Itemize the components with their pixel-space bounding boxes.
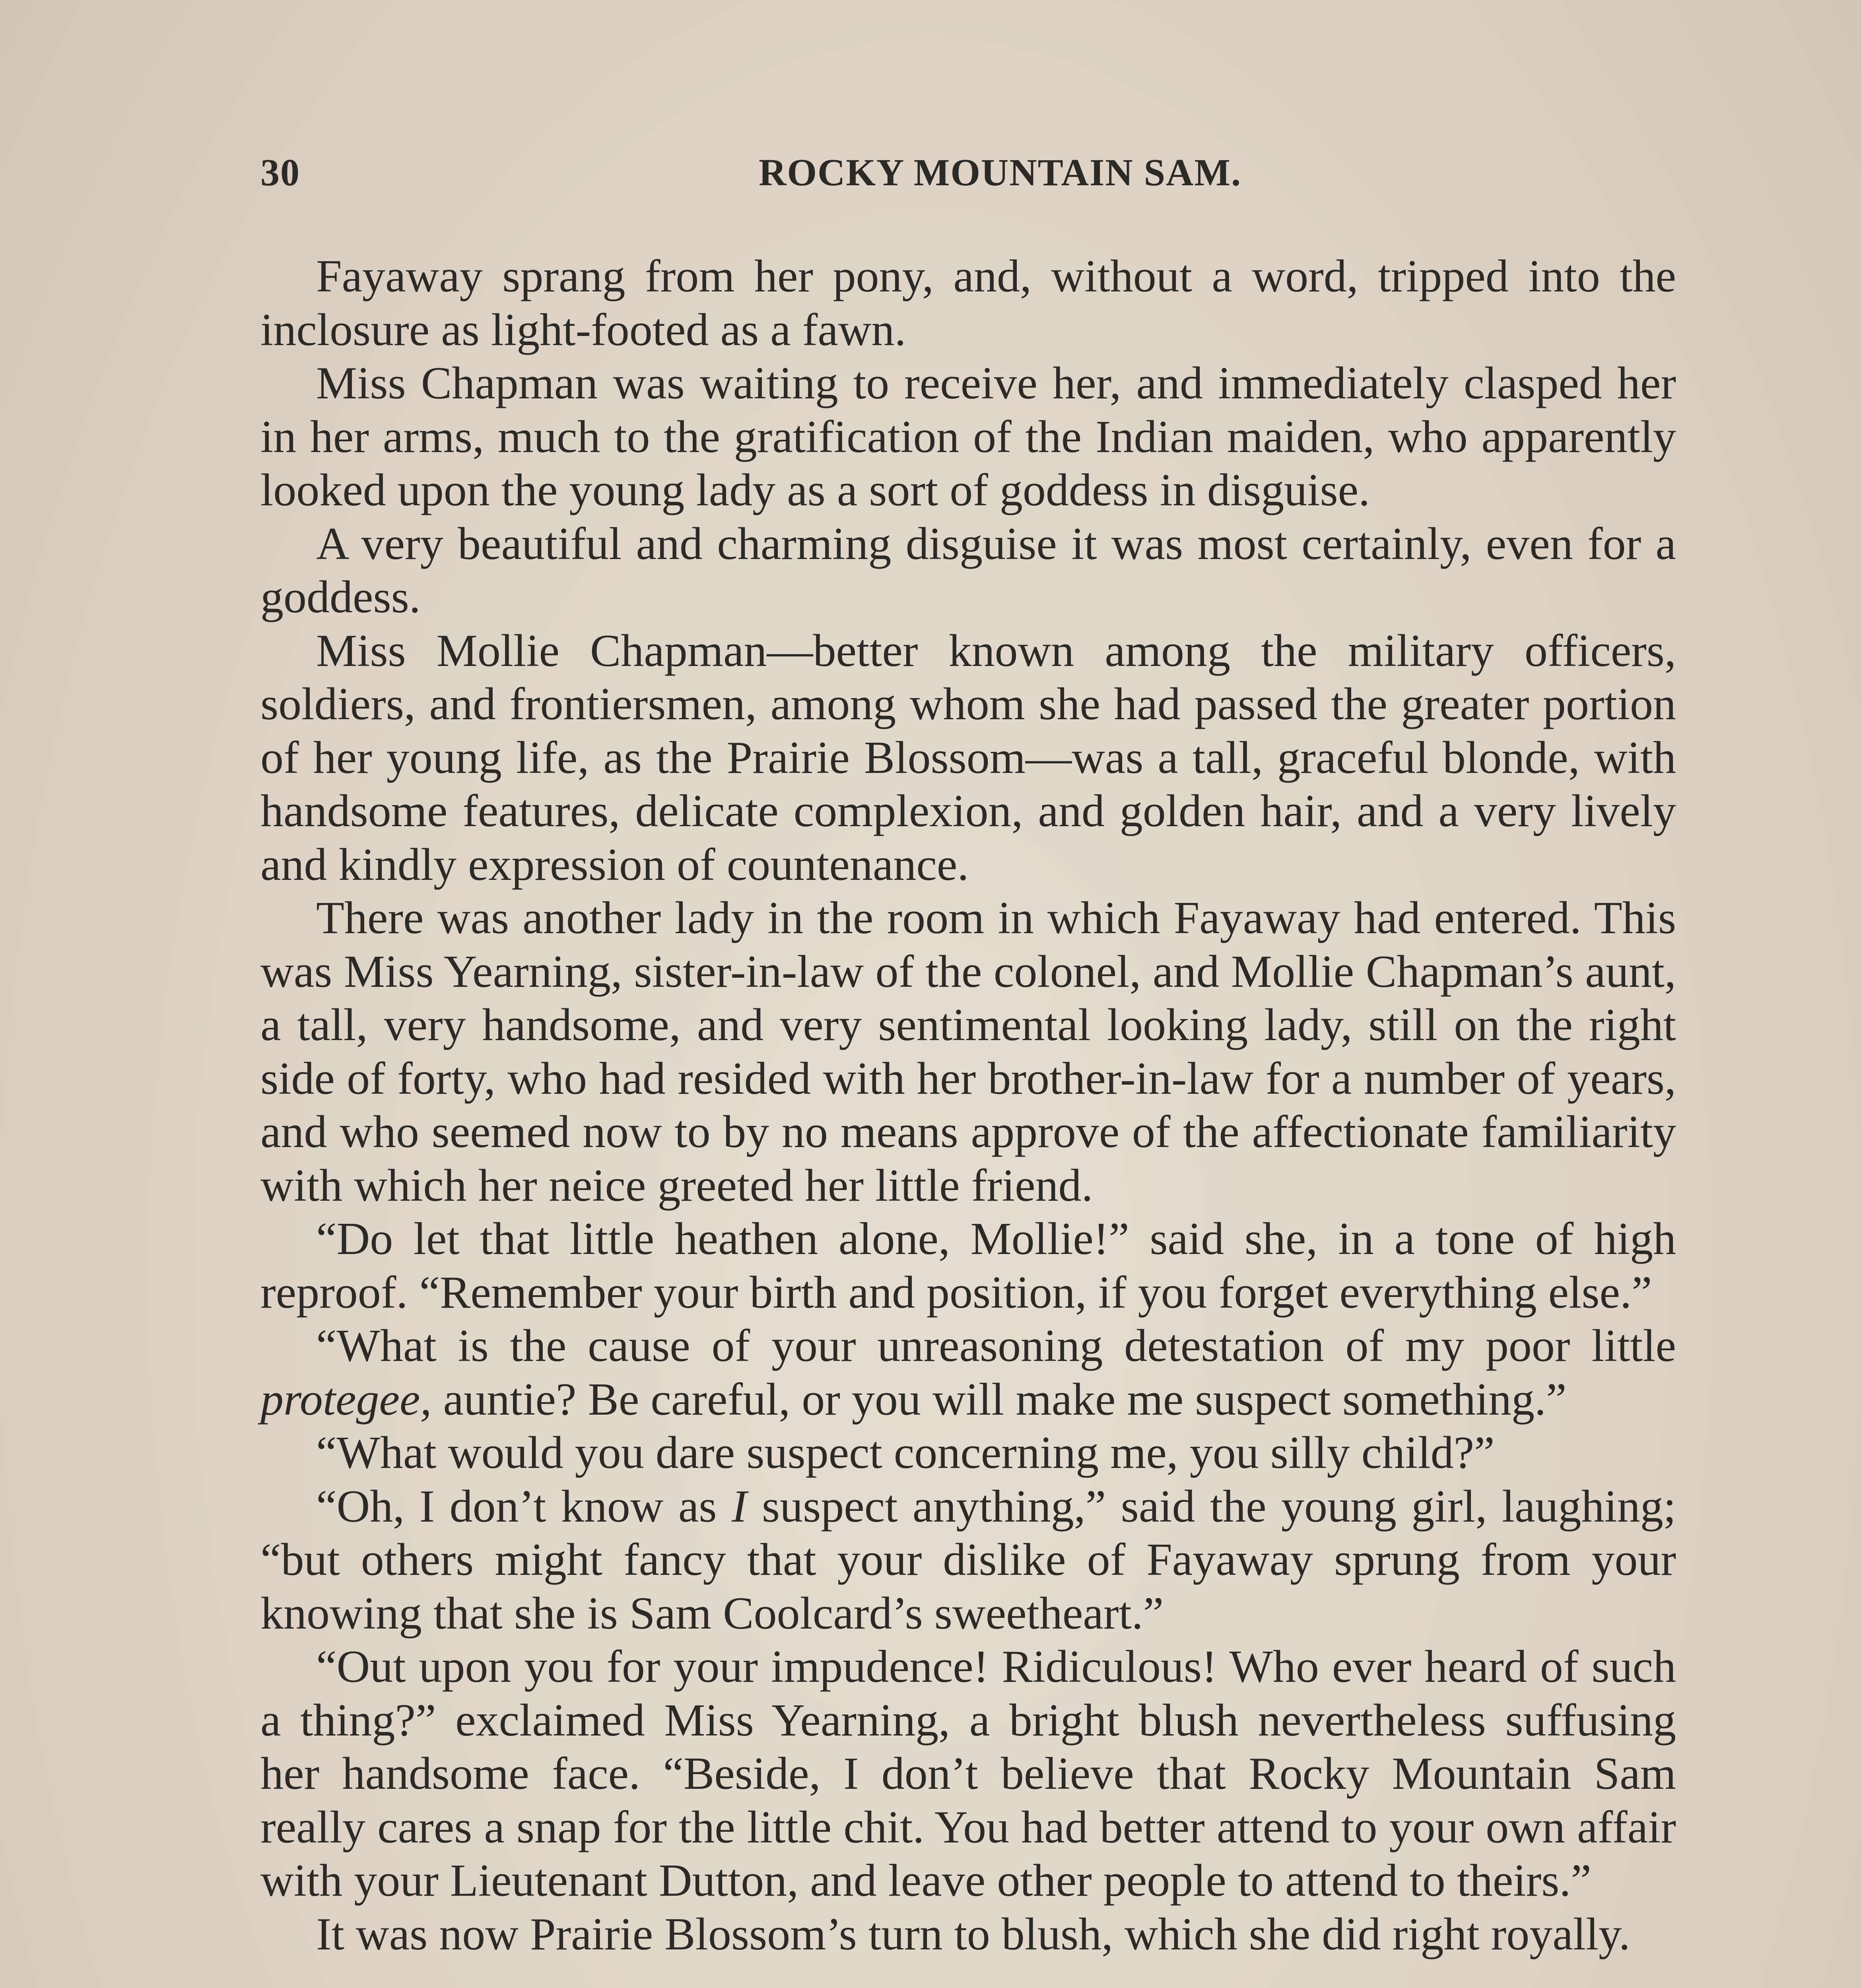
- paragraph: “What would you dare suspect concerning me, you silly child?”: [316, 1427, 1495, 1478]
- paragraph-text: “Oh, I don’t know as: [316, 1481, 732, 1532]
- italic-word: I: [731, 1481, 747, 1532]
- paragraph-text: suspect anything,” said the young girl, laughing; “but others might fancy that your dislike of Fayaway sprung from your knowing that she is Sam Coolcard’s sweetheart.”: [260, 1481, 1676, 1639]
- italic-word: protegee,: [260, 1374, 432, 1425]
- paragraph: [260, 1480, 1676, 1640]
- paragraph: Miss Mollie Chapman—better known among the military officers, soldiers, and frontiersmen, among whom she had passed the greater portion of her young life, as the Prairie Blossom—was a tall, graceful blonde, with handsome features, delicate complexion, and golden hair, and a very lively and kindly expression of countenance.: [260, 625, 1676, 890]
- paragraph: There was another lady in the room in which Fayaway had entered. This was Miss Yearning, sister-in-law of the colonel, and Mollie Chapman’s aunt, a tall, very handsome, and very sentimental looking lady, still on the right side of forty, who had resided with her brother-in-law for a number of years, and who seemed now to by no means approve of the affectionate familiarity with which her neice greeted her little friend.: [260, 893, 1676, 1211]
- paragraph: “Do let that little heathen alone, Mollie!” said she, in a tone of high reproof. “Remember your birth and position, if you forget everything else.”: [260, 1213, 1676, 1318]
- paragraph: “Out upon you for your impudence! Ridiculous! Who ever heard of such a thing?” exclaimed Miss Yearning, a bright blush nevertheless suffusing her handsome face. “Beside, I don’t believe that Rocky Mountain Sam really cares a snap for the little chit. You had better attend to your own affair with your Lieutenant Dutton, and leave other people to attend to theirs.”: [260, 1641, 1676, 1906]
- running-head: [260, 150, 1676, 202]
- paragraph-text: “What is the cause of your unreasoning detestation of my poor little: [316, 1320, 1676, 1371]
- running-title: ROCKY MOUNTAIN SAM.: [759, 151, 1241, 194]
- paragraph: [260, 1319, 1676, 1426]
- page-number: 30: [260, 151, 300, 194]
- paragraph: Fayaway sprang from her pony, and, without a word, tripped into the inclosure as light-footed as a fawn.: [260, 251, 1676, 355]
- paragraph: A very beautiful and charming disguise it was most certainly, even for a goddess.: [260, 518, 1676, 623]
- paragraph: Miss Chapman was waiting to receive her, and immediately clasped her in her arms, much to the gratification of the Indian maiden, who apparently looked upon the young lady as a sort of goddess in disguise.: [260, 358, 1676, 516]
- body-text: [260, 250, 1676, 1961]
- paragraph: It was now Prairie Blossom’s turn to blush, which she did right royally.: [316, 1908, 1630, 1960]
- paragraph-text: auntie? Be careful, or you will make me suspect something.”: [431, 1374, 1567, 1425]
